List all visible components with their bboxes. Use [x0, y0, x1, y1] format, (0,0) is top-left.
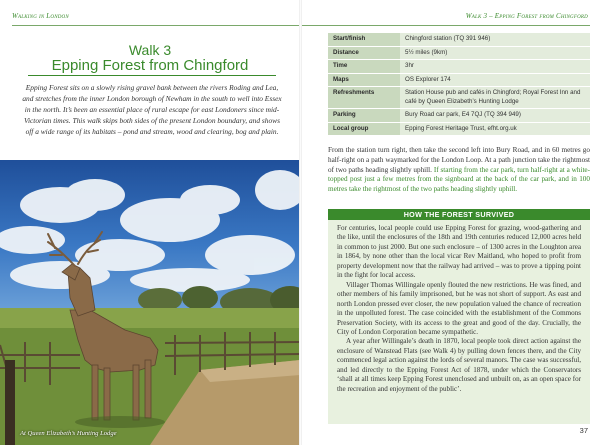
running-head-right: Walk 3 – Epping Forest from Chingford	[465, 12, 588, 20]
clouds	[0, 170, 300, 292]
title-rule	[28, 75, 276, 76]
table-value: Epping Forest Heritage Trust, efht.org.uk	[400, 122, 590, 136]
sidebar-body	[328, 220, 590, 394]
table-key: Refreshments	[328, 87, 400, 109]
route-text-car-park: If starting from the car park, turn half-right at a white-topped post just a few metres from the signboard at the back of the car park, and in 100 metres take the rightmost of the two paths heading slightly uphill.	[328, 165, 591, 194]
table-row	[328, 73, 590, 87]
running-head-left: Walking in London	[12, 12, 69, 20]
photo-caption: At Queen Elizabeth’s Hunting Lodge	[20, 430, 117, 437]
sidebar-paragraph: For centuries, local people could use Epping Forest for grazing, wood-gathering and the like, until the enclosures of the 18th and 19th centuries reduced 12,000 acres held in common to just 2000. But one such enclosure – of 1300 acres in the Loughton area in 1864, by none other than the local vicar Rev Maitland, who hoped to profit from property development now that the railway had arrived – was to prove a tipping point in the fight for local access.	[337, 224, 581, 280]
table-key: Local group	[328, 122, 400, 136]
table-value: OS Explorer 174	[400, 73, 590, 87]
table-row	[328, 33, 590, 46]
photo-illustration	[0, 160, 300, 445]
page-number: 37	[579, 426, 588, 435]
table-value: Chingford station (TQ 391 946)	[400, 33, 590, 46]
header-rule-right	[302, 25, 590, 26]
header-rule-left	[12, 25, 300, 26]
table-row	[328, 87, 590, 109]
table-value: Bury Road car park, E4 7QJ (TQ 394 949)	[400, 109, 590, 123]
table-row	[328, 60, 590, 74]
table-key: Parking	[328, 109, 400, 123]
history-sidebar	[328, 209, 590, 424]
table-value: 3hr	[400, 60, 590, 74]
table-row	[328, 122, 590, 136]
walk-title: Epping Forest from Chingford	[51, 57, 249, 74]
table-key: Maps	[328, 73, 400, 87]
walk-info-table	[328, 33, 590, 136]
table-value: 5½ miles (9km)	[400, 46, 590, 60]
table-value: Station House pub and cafés in Chingford; Royal Forest Inn and café by Queen Elizabeth’s Hunting Lodge	[400, 87, 590, 109]
route-text: From the station turn right, then take the second left into Bury Road, and in 60 metres go half-right on a path waymarked for the London Loop. At a path junction take the rightmost of two paths heading slightly uphill.	[328, 146, 590, 174]
deer-sculpture-photo	[0, 160, 300, 445]
table-key: Distance	[328, 46, 400, 60]
sidebar-title: HOW THE FOREST SURVIVED	[328, 209, 590, 220]
table-key: Start/finish	[328, 33, 400, 46]
sidebar-paragraph: Villager Thomas Willingale openly flouted the new restrictions. He was fined, and other members of his family imprisoned, but he was not short of support. As east and north London pressed ever closer, the new population valued the chance of recreation in the unpolluted forest. The case coincided with the establishment of the Commons Preservation Society, with its access to the great and good of the day. Crucially, the City of London Corporation became sympathetic.	[337, 280, 581, 336]
table-row	[328, 109, 590, 123]
foreground-post	[5, 360, 15, 445]
right-page	[302, 0, 600, 445]
table-key: Time	[328, 60, 400, 74]
walk-number: Walk 3	[128, 42, 172, 58]
intro-paragraph: Epping Forest sits on a slowly rising gravel bank between the rivers Roding and Lea, and stretches from the inner London borough of Newham in the south to well into Essex in the north. It’s been an essential place of rural escape for east Londoners since mid-Victorian times. This walk skips both sides of the present London boundary, and shows off a wide range of its habitats – pond and stream, wood and clearing, bog and plain.	[22, 83, 282, 136]
table-row	[328, 46, 590, 60]
route-directions	[328, 146, 590, 195]
sidebar-paragraph: A year after Willingale’s death in 1870, local people took direct action against the enclosure of Wanstead Flats (see Walk 4) by pulling down fences there, and the City commenced legal action against the lords of several manors. The case was successful, and led directly to the Epping Forest Act of 1878, under which the Conservators ‘shall at all times keep Epping Forest unenclosed and unbuilt on, as an open space for the recreation and enjoyment of the public’.	[337, 337, 581, 393]
